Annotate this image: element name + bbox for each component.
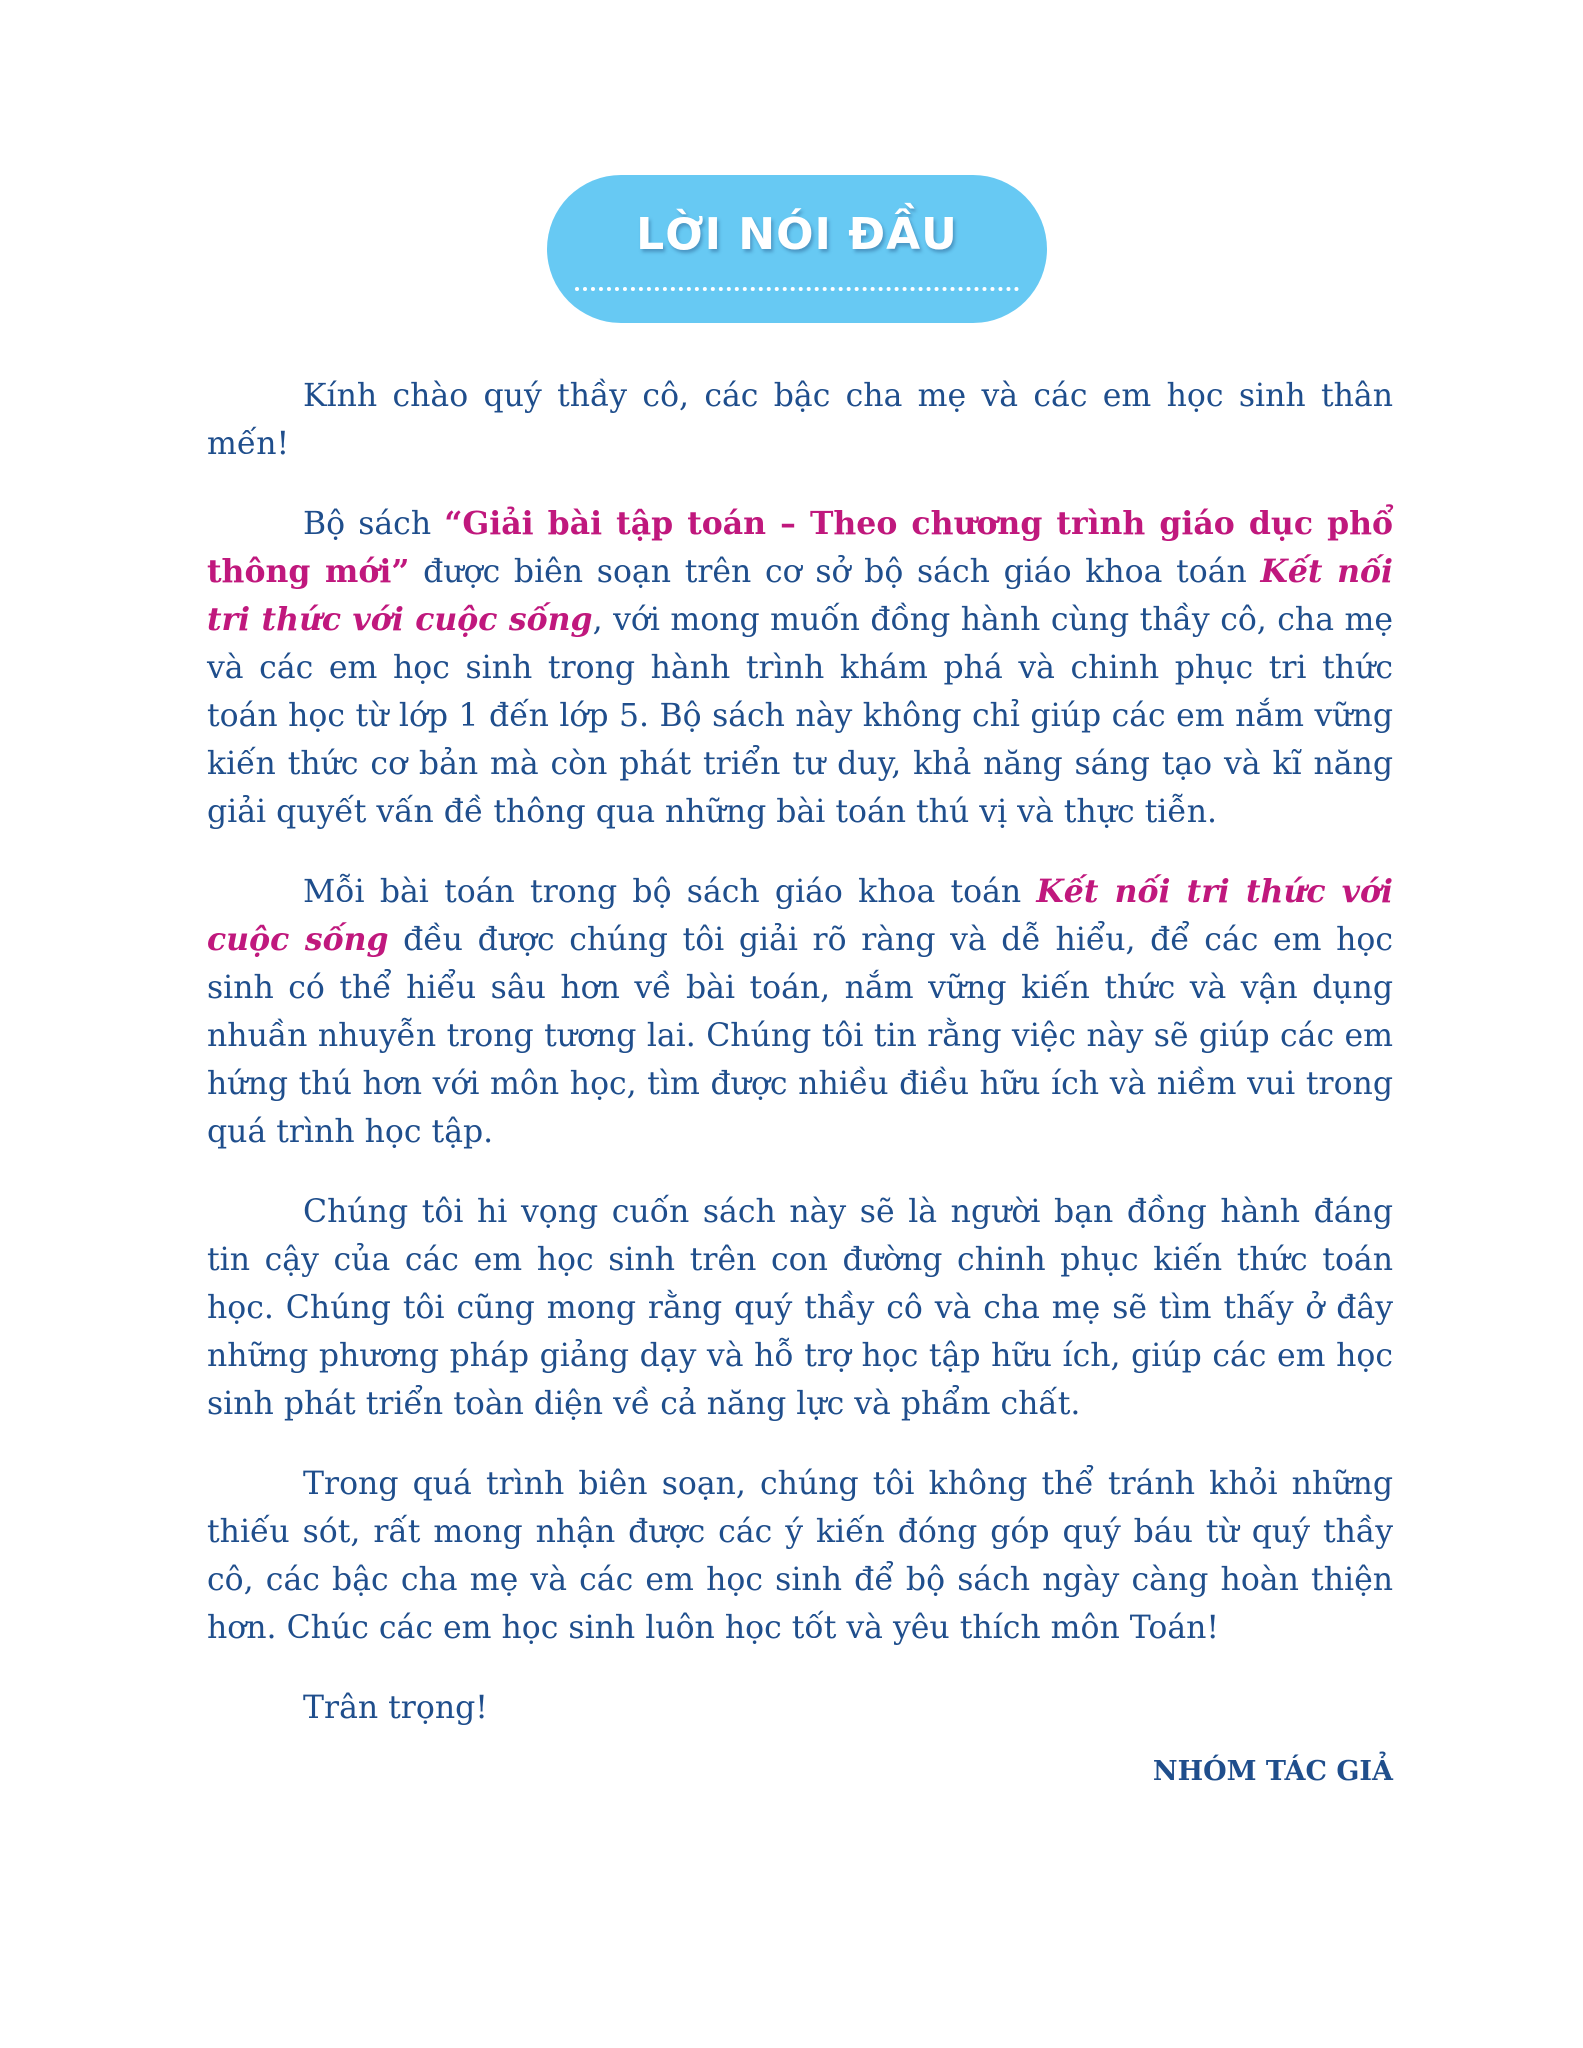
page-title: LỜI NÓI ĐẦU [636,209,958,260]
title-dotted-divider [575,287,1019,291]
closing-line: Trân trọng! [303,1690,488,1726]
preface-body [207,372,1393,1792]
hope-paragraph: Chúng tôi hi vọng cuốn sách này sẽ là người bạn đồng hành đáng tin cậy của các em học sinh trên con đường chinh phục kiến thức toán học. Chúng tôi cũng mong rằng quý thầy cô và cha mẹ sẽ tìm thấy ở đây những phương pháp giảng dạy và hỗ trợ học tập hữu ích, giúp các em học sinh phát triển toàn diện về cả năng lực và phẩm chất. [207,1194,1393,1422]
book-title-highlight: “Giải bài tập toán – Theo chương trình giáo dục phổ thông mới” [207,505,1394,590]
title-banner [547,175,1047,323]
solutions-lead: Mỗi bài toán trong bộ sách giáo khoa toán [303,874,1037,910]
solutions-tail: đều được chúng tôi giải rõ ràng và dễ hiểu, để các em học sinh có thể hiểu sâu hơn về bài toán, nắm vững kiến thức và vận dụng nhuần nhuyễn trong tương lai. Chúng tôi tin rằng việc này sẽ giúp các em hứng thú hơn với môn học, tìm được nhiều điều hữu ích và niềm vui trong quá trình học tập. [207,922,1393,1150]
series-name-highlight: Kết nối tri thức với cuộc sống [207,553,1393,638]
book-intro-mid: được biên soạn trên cơ sở bộ sách giáo khoa toán [409,554,1261,590]
book-intro-lead: Bộ sách [303,506,445,542]
solutions-paragraph [207,868,1393,1156]
author-signature: NHÓM TÁC GIẢ [1152,1756,1393,1787]
book-intro-paragraph [207,500,1393,836]
series-name-highlight-2: Kết nối tri thức với cuộc sống [207,873,1393,958]
feedback-paragraph: Trong quá trình biên soạn, chúng tôi không thể tránh khỏi những thiếu sót, rất mong nhận được các ý kiến đóng góp quý báu từ quý thầy cô, các bậc cha mẹ và các em học sinh để bộ sách ngày càng hoàn thiện hơn. Chúc các em học sinh luôn học tốt và yêu thích môn Toán! [207,1466,1393,1646]
book-intro-tail: , với mong muốn đồng hành cùng thầy cô, cha mẹ và các em học sinh trong hành trình khám phá và chinh phục tri thức toán học từ lớp 1 đến lớp 5. Bộ sách này không chỉ giúp các em nắm vững kiến thức cơ bản mà còn phát triển tư duy, khả năng sáng tạo và kĩ năng giải quyết vấn đề thông qua những bài toán thú vị và thực tiễn. [207,602,1393,830]
greeting-paragraph: Kính chào quý thầy cô, các bậc cha mẹ và các em học sinh thân mến! [207,378,1393,462]
